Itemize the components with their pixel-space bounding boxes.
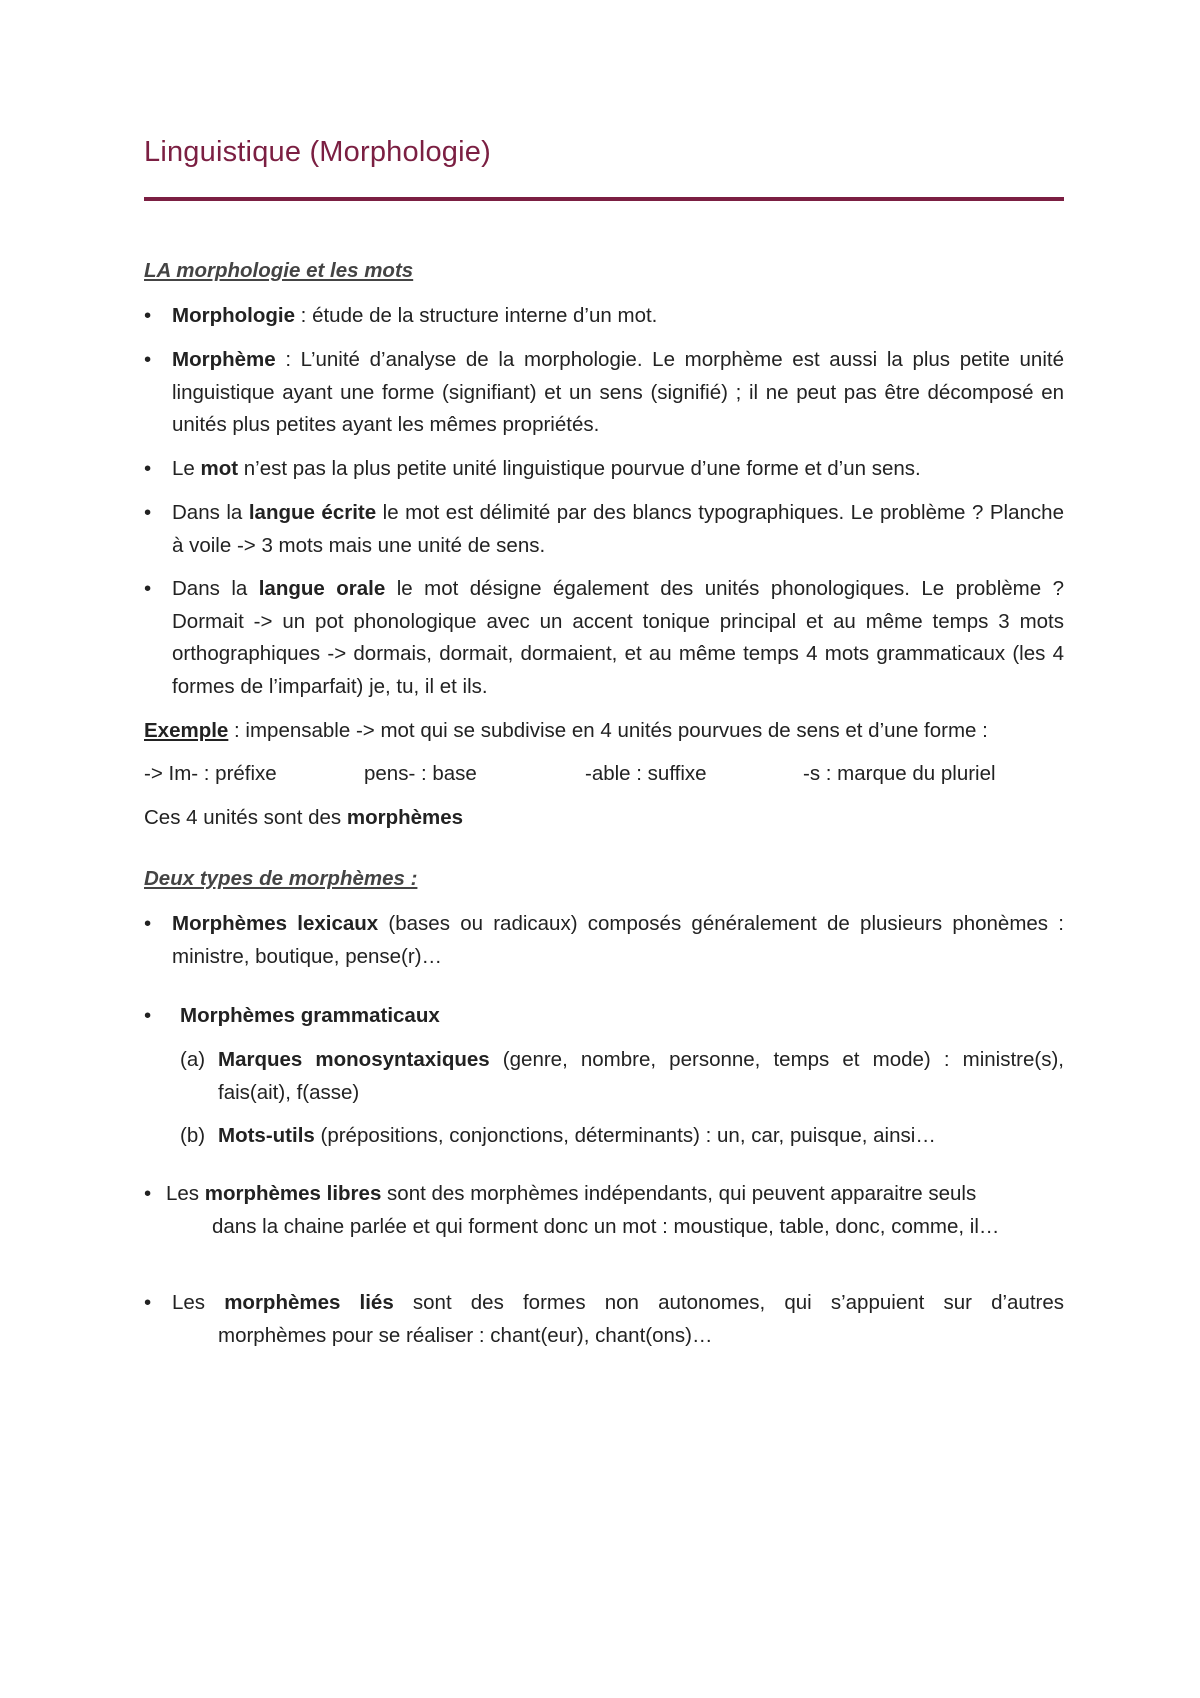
section2-heading: Deux types de morphèmes : bbox=[144, 867, 418, 890]
page-title: Linguistique (Morphologie) bbox=[144, 136, 491, 168]
term: Morphèmes lexicaux bbox=[172, 912, 379, 935]
term: morphèmes libres bbox=[204, 1182, 382, 1205]
part-base: pens- : base bbox=[364, 762, 477, 785]
term: langue orale bbox=[258, 577, 386, 600]
term: Morphème bbox=[172, 348, 276, 371]
bullet-icon: • bbox=[144, 1182, 152, 1205]
bullet-icon: • bbox=[144, 501, 152, 524]
bullet-icon: • bbox=[144, 912, 152, 935]
bullet-icon: • bbox=[144, 457, 152, 480]
conclusion-paragraph: Ces 4 unités sont des morphèmes bbox=[144, 806, 464, 829]
part-plural: -s : marque du pluriel bbox=[803, 762, 996, 785]
example-paragraph: Exemple : impensable -> mot qui se subdivise en 4 unités pourvues de sens et d’une forme : bbox=[144, 719, 988, 742]
definition: : L’unité d’analyse de la morphologie. Le morphème est aussi la plus petite unité linguistique ayant une forme (signifiant) et un sens (signifié) ; il ne peut pas être décomposé en unités plus petites ayant les mêmes propriétés. bbox=[172, 348, 1064, 436]
definition: : étude de la structure interne d’un mot. bbox=[294, 304, 658, 327]
term: Marques monosyntaxiques bbox=[218, 1048, 490, 1071]
term: mot bbox=[200, 457, 239, 480]
example-label: Exemple bbox=[144, 719, 229, 742]
term: Mots-utils bbox=[218, 1124, 315, 1147]
title-rule bbox=[144, 197, 1064, 201]
term: langue écrite bbox=[248, 501, 377, 524]
bullet-icon: • bbox=[144, 348, 152, 371]
document-page: Linguistique (Morphologie) LA morphologie et les mots • Morphologie : étude de la structure interne d’un mot. • Morphème : L’unité d’analyse de la morphologie. Le morphème est aussi la plus petite unité linguistique ayant une forme (signifiant) et un sens (signifié) ; il ne peut pas être décomposé en unités plus petites ayant les mêmes propriétés. • Le mot n’est pas la plus petite unité linguistique pourvue d’une forme et d’un sens. • Dans la langue écrite le mot est délimité par des blancs typographiques. Le problème ? Planche à voile -> 3 mots mais une unité de sens. • Dans la langue orale le mot désigne également des unités phonologiques. Le problème ? Dormait -> un pot phonologique avec un accent tonique principal et au même temps 3 mots orthographiques -> dormais, dormait, dormaient, et au même temps 4 mots grammaticaux (les 4 formes de l’imparfait) je, tu, il et ils. Exemple : impensable -> mot qui se subdivise en 4 unités pourvues de sens et d’une forme : -> Im- : préfixe pens- : base -able : suffixe -s : marque du pluriel Ces 4 unités sont des morphèmes Deux types de morphèmes : • Morphèmes lexicaux (bases ou radicaux) composés généralement de plusieurs phonèmes : ministre, boutique, pense(r)… • Morphèmes grammaticaux (a) Marques monosyntaxiques (genre, nombre, personne, temps et mode) : ministre(s), fais(ait), f(asse) (b) Mots-utils (prépositions, conjonctions, déterminants) : un, car, puisque, ainsi… • Les morphèmes libres sont des morphèmes indépendants, qui peuvent apparaitre seuls dans la chaine parlée et qui forment donc un mot : moustique, table, donc, comme, il… • Les morphèmes liés sont des formes non autonomes, qui s’appuient sur d’autres morphèmes pour se réaliser : chant(eur), chant(ons)… bbox=[144, 136, 1065, 1347]
bullet-icon: • bbox=[144, 1291, 152, 1314]
bullet-icon: • bbox=[144, 577, 152, 600]
term: Morphologie bbox=[172, 304, 295, 327]
part-suffix: -able : suffixe bbox=[585, 762, 707, 785]
bullet-icon: • bbox=[144, 1004, 152, 1027]
term: morphèmes liés bbox=[224, 1291, 394, 1314]
bullet-icon: • bbox=[144, 304, 152, 327]
part-prefix: -> Im- : préfixe bbox=[144, 762, 277, 785]
term: Morphèmes grammaticaux bbox=[180, 1004, 440, 1027]
section1-heading: LA morphologie et les mots bbox=[144, 259, 414, 282]
